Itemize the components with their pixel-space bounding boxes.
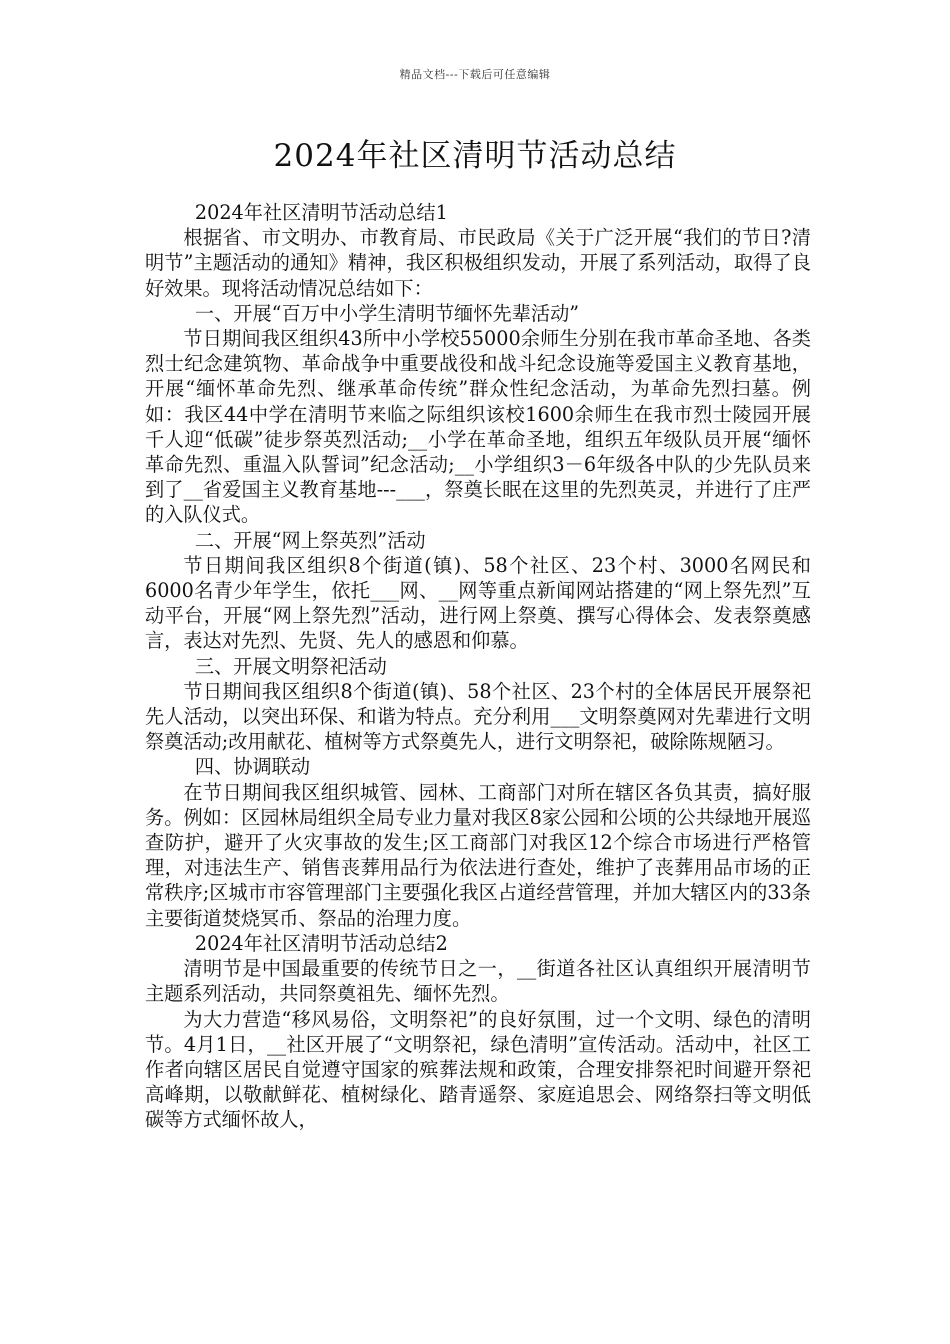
section-heading: 一、开展“百万中小学生清明节缅怀先辈活动” [194,301,580,325]
body-paragraph: 根据省、市文明办、市教育局、市民政局《关于广泛开展“我们的节日?清明节”主题活动的通知》精神，我区积极组织发动，开展了系列活动，取得了良好效果。现将活动情况总结如下： [145,226,811,300]
section-heading: 三、开展文明祭祀活动 [194,654,387,678]
section-heading: 四、协调联动 [194,755,311,779]
section-heading: 2024年社区清明节活动总结1 [194,201,448,224]
body-paragraph: 清明节是中国最重要的传统节日之一，__街道各社区认真组织开展清明节主题系列活动，共同祭奠祖先、缅怀先烈。 [145,957,811,1006]
body-paragraph: 为大力营造“移风易俗，文明祭祀”的良好氛围，过一个文明、绿色的清明节。4月1日，__社区开展了“文明祭祀，绿色清明”宣传活动。活动中，社区工作者向辖区居民自觉遵守国家的殡葬法规和政策，合理安排祭祀时间避开祭祀高峰期，以敬献鲜花、植树绿化、踏青遥祭、家庭追思会、网络祭扫等文明低碳等方式缅怀故人， [145,1007,811,1132]
section-heading: 二、开展“网上祭英烈”活动 [194,528,426,552]
body-paragraph: 节日期间我区组织43所中小学校55000余师生分别在我市革命圣地、各类烈士纪念建筑物、革命战争中重要战役和战斗纪念设施等爱国主义教育基地，开展“缅怀革命先烈、继承革命传统”群众性纪念活动，为革命先烈扫墓。例如：我区44中学在清明节来临之际组织该校1600余师生在我市烈士陵园开展千人迎“低碳”徒步祭英烈活动;__小学在革命圣地，组织五年级队员开展“缅怀革命先烈、重温入队誓词”纪念活动;__小学组织3－6年级各中队的少先队员来到了__省爱国主义教育基地---___，祭奠长眠在这里的先烈英灵，并进行了庄严的入队仪式。 [145,327,811,527]
document-body [145,200,811,1133]
header-note: 精品文档---下载后可任意编辑 [399,68,551,81]
body-paragraph: 节日期间我区组织8个街道(镇)、58个社区、23个村、3000名网民和6000名青少年学生，依托___网、__网等重点新闻网站搭建的“网上祭先烈”互动平台，开展“网上祭先烈”活动，进行网上祭奠、撰写心得体会、发表祭奠感言，表达对先烈、先贤、先人的感恩和仰慕。 [145,553,811,653]
page-title: 2024年社区清明节活动总结 [273,138,677,174]
section-heading: 2024年社区清明节活动总结2 [194,931,448,955]
body-paragraph: 在节日期间我区组织城管、园林、工商部门对所在辖区各负其责，搞好服务。例如：区园林局组织全局专业力量对我区8家公园和公顷的公共绿地开展巡查防护，避开了火灾事故的发生;区工商部门对我区12个综合市场进行严格管理，对违法生产、销售丧葬用品行为依法进行查处，维护了丧葬用品市场的正常秩序;区城市市容管理部门主要强化我区占道经营管理，并加大辖区内的33条主要街道焚烧冥币、祭品的治理力度。 [145,780,811,930]
body-paragraph: 节日期间我区组织8个街道(镇)、58个社区、23个村的全体居民开展祭祀先人活动，以突出环保、和谐为特点。充分利用___文明祭奠网对先辈进行文明祭奠活动;改用献花、植树等方式祭奠先人，进行文明祭祀，破除陈规陋习。 [145,679,811,754]
